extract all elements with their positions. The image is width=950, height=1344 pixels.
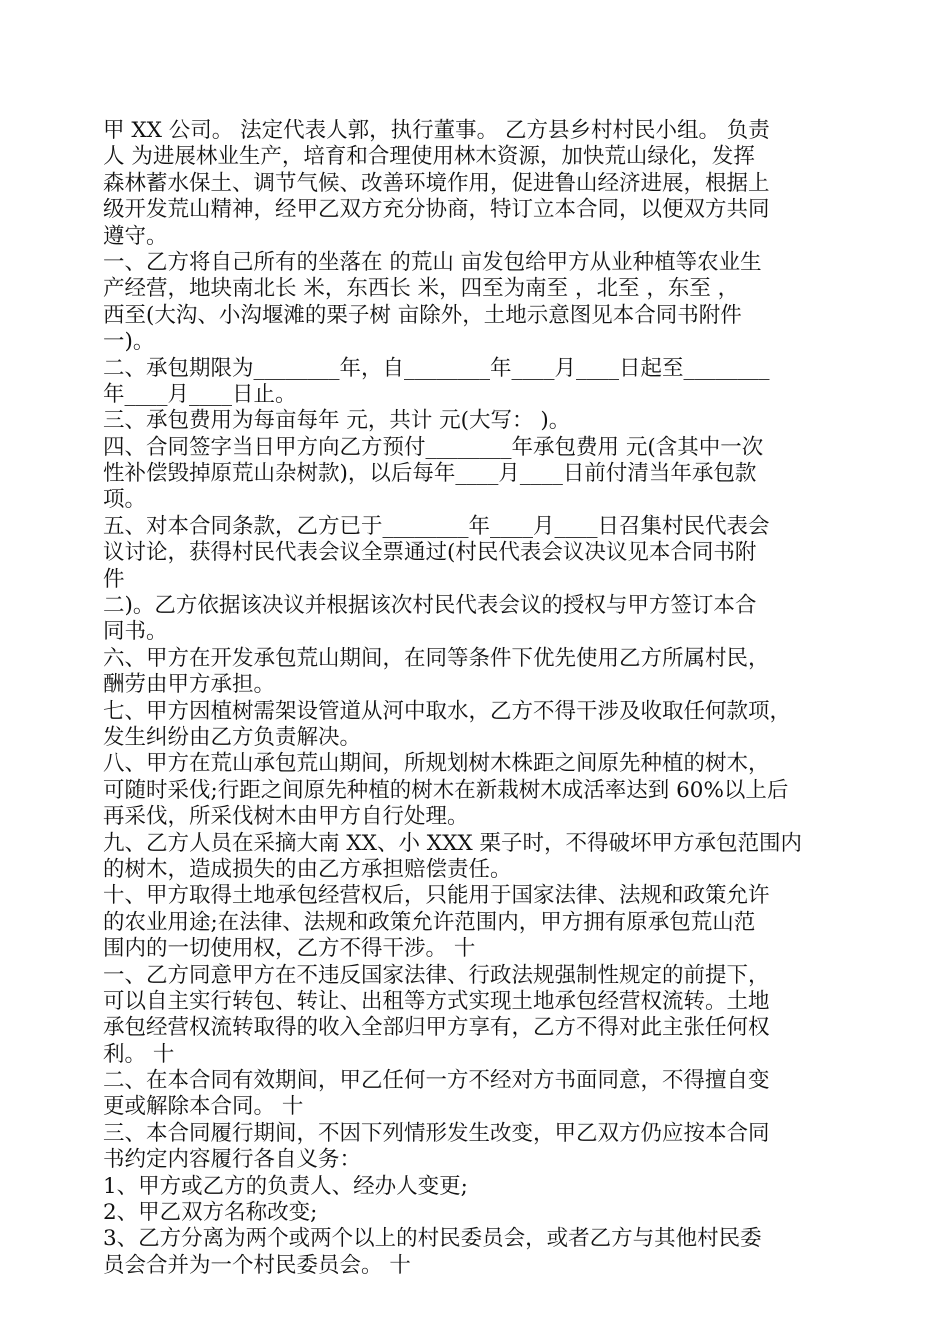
text-line: 森林蓄水保土、调节气候、改善环境作用，促进鲁山经济进展，根据上 [103, 170, 770, 196]
text-line: 再采伐，所采伐树木由甲方自行处理。 [103, 804, 469, 830]
text-line: 的树木，造成损失的由乙方承担赔偿责任。 [103, 856, 512, 882]
text-line: 利。 十 [103, 1041, 175, 1067]
text-line: 一)。 [103, 329, 155, 355]
text-line: 八、甲方在荒山承包荒山期间，所规划树木株距之间原先种植的树木， [103, 751, 770, 777]
text-line: 承包经营权流转取得的收入全部归甲方享有，乙方不得对此主张任何权 [103, 1015, 770, 1041]
contract-body [103, 118, 851, 1279]
text-line: 一、乙方同意甲方在不违反国家法律、行政法规强制性规定的前提下， [103, 962, 770, 988]
text-line: 员会合并为一个村民委员会。 十 [103, 1252, 411, 1278]
text-line: 三、承包费用为每亩每年 元，共计 元(大写： )。 [103, 408, 571, 434]
text-line: 遵守。 [103, 223, 168, 249]
text-line: 同书。 [103, 619, 168, 645]
text-line: 围内的一切使用权，乙方不得干涉。 十 [103, 936, 476, 962]
text-line: 一、乙方将自己所有的坐落在 的荒山 亩发包给甲方从业种植等农业生 [103, 249, 762, 275]
text-line: 甲 XX 公司。 法定代表人郭，执行董事。 乙方县乡村村民小组。 负责 [103, 118, 770, 143]
text-line: 性补偿毁掉原荒山杂树款)，以后每年____月____日前付清当年承包款 [103, 461, 757, 487]
text-line: 3、乙方分离为两个或两个以上的村民委员会，或者乙方与其他村民委 [103, 1226, 762, 1252]
text-line: 发生纠纷由乙方负责解决。 [103, 724, 362, 750]
text-line: 西至(大沟、小沟堰滩的栗子树 亩除外，土地示意图见本合同书附件 [103, 302, 742, 328]
text-line: 六、甲方在开发承包荒山期间，在同等条件下优先使用乙方所属村民， [103, 645, 770, 671]
text-line: 项。 [103, 487, 147, 513]
text-line: 九、乙方人员在采摘大南 XX、小 XXX 栗子时，不得破坏甲方承包范围内 [103, 830, 803, 856]
text-line: 件 [103, 566, 125, 592]
text-line: 五、对本合同条款，乙方已于________年____月____日召集村民代表会 [103, 513, 770, 539]
text-line: 1、甲方或乙方的负责人、经办人变更; [103, 1173, 468, 1199]
text-line: 四、合同签字当日甲方向乙方预付________年承包费用 元(含其中一次 [103, 434, 764, 460]
text-line: 二)。乙方依据该决议并根据该次村民代表会议的授权与甲方签订本合 [103, 593, 757, 619]
text-line: 二、在本合同有效期间，甲乙任何一方不经对方书面同意，不得擅自变 [103, 1068, 770, 1094]
text-line: 二、承包期限为________年，自________年____月____日起至________ [103, 355, 770, 381]
text-line: 三、本合同履行期间，不因下列情形发生改变，甲乙双方仍应按本合同 [103, 1120, 770, 1146]
text-line: 2、甲乙双方名称改变; [103, 1200, 318, 1226]
text-line: 的农业用途;在法律、法规和政策允许范围内，甲方拥有原承包荒山范 [103, 909, 756, 935]
text-line: 级开发荒山精神，经甲乙双方充分协商，特订立本合同，以便双方共同 [103, 197, 770, 223]
text-line: 十、甲方取得土地承包经营权后，只能用于国家法律、法规和政策允许 [103, 883, 770, 909]
text-line: 更或解除本合同。 十 [103, 1094, 304, 1120]
text-line: 七、甲方因植树需架设管道从河中取水，乙方不得干涉及收取任何款项， [103, 698, 792, 724]
text-line: 人 为进展林业生产，培育和合理使用林木资源，加快荒山绿化，发挥 [103, 144, 755, 170]
text-line: 议讨论，获得村民代表会议全票通过(村民代表会议决议见本合同书附 [103, 540, 757, 566]
text-line: 可随时采伐;行距之间原先种植的树木在新栽树木成活率达到 60%以上后 [103, 777, 789, 803]
text-line: 书约定内容履行各自义务： [103, 1147, 362, 1173]
text-line: 可以自主实行转包、转让、出租等方式实现土地承包经营权流转。土地 [103, 988, 770, 1014]
text-line: 产经营，地块南北长 米，东西长 米，四至为南至 ，北至 ，东至 ， [103, 276, 740, 302]
text-line: 酬劳由甲方承担。 [103, 672, 276, 698]
text-line: 年____月____日止。 [103, 381, 297, 407]
